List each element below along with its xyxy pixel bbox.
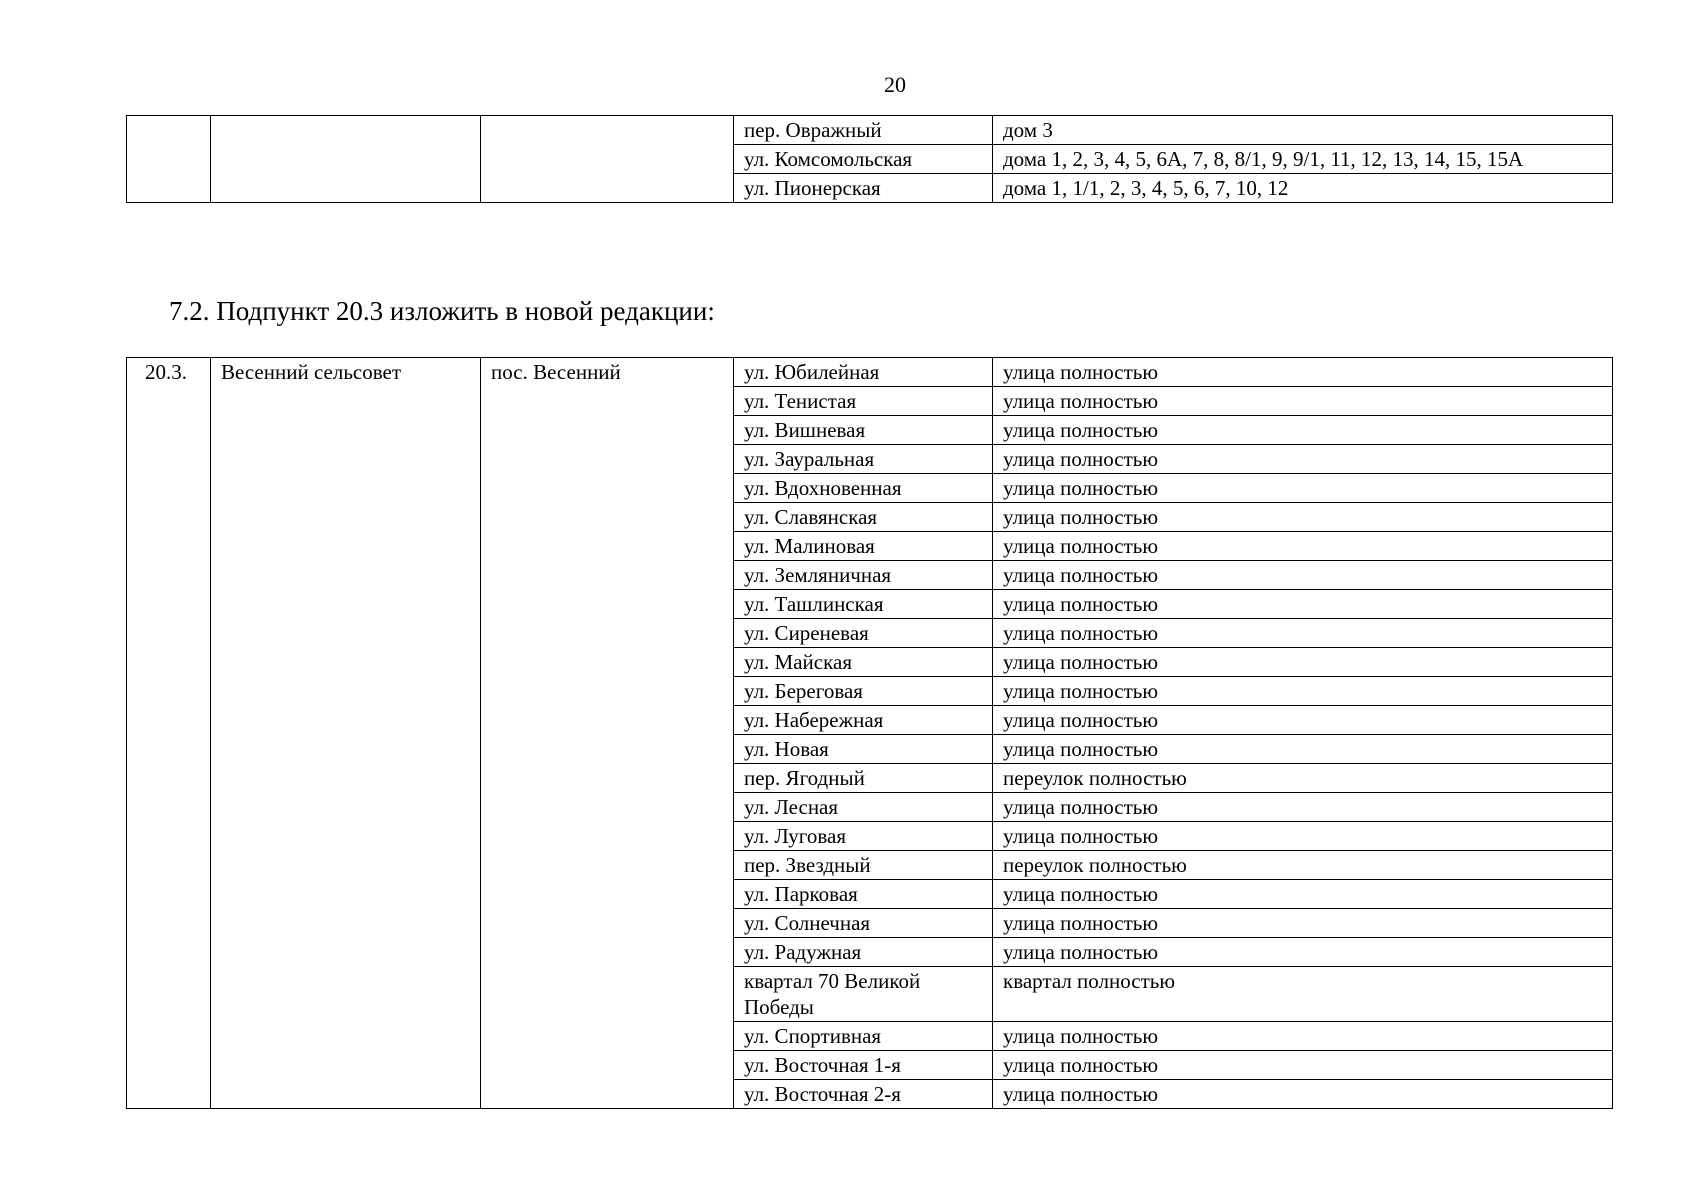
street-cell: ул. Майская: [734, 648, 993, 677]
houses-cell: дома 1, 2, 3, 4, 5, 6А, 7, 8, 8/1, 9, 9/1, 11, 12, 13, 14, 15, 15А: [993, 145, 1613, 174]
houses-cell: улица полностью: [993, 677, 1613, 706]
street-cell: ул. Радужная: [734, 938, 993, 967]
street-cell: ул. Зауральная: [734, 445, 993, 474]
street-cell: ул. Лесная: [734, 793, 993, 822]
page-number: 20: [884, 72, 906, 97]
street-cell: пер. Овражный: [734, 116, 993, 145]
houses-cell: улица полностью: [993, 735, 1613, 764]
street-cell: ул. Солнечная: [734, 909, 993, 938]
table-row: [127, 358, 1613, 387]
houses-cell: переулок полностью: [993, 764, 1613, 793]
houses-cell: улица полностью: [993, 445, 1613, 474]
houses-cell: улица полностью: [993, 619, 1613, 648]
houses-cell: улица полностью: [993, 1080, 1613, 1109]
street-cell: ул. Луговая: [734, 822, 993, 851]
houses-cell: улица полностью: [993, 590, 1613, 619]
table-row: [127, 116, 1613, 145]
number-cell: [127, 116, 211, 203]
houses-cell: улица полностью: [993, 648, 1613, 677]
houses-cell: улица полностью: [993, 938, 1613, 967]
street-cell: ул. Комсомольская: [734, 145, 993, 174]
houses-cell: улица полностью: [993, 880, 1613, 909]
street-cell: ул. Вишневая: [734, 416, 993, 445]
houses-cell: улица полностью: [993, 793, 1613, 822]
street-cell: ул. Малиновая: [734, 532, 993, 561]
street-cell: ул. Восточная 2-я: [734, 1080, 993, 1109]
houses-cell: улица полностью: [993, 706, 1613, 735]
council-cell: [211, 116, 481, 203]
houses-cell: улица полностью: [993, 503, 1613, 532]
street-cell: ул. Восточная 1-я: [734, 1051, 993, 1080]
top-table-body: [127, 116, 1613, 203]
main-table-body: [127, 358, 1613, 1109]
street-cell: ул. Парковая: [734, 880, 993, 909]
houses-cell: улица полностью: [993, 822, 1613, 851]
houses-cell: улица полностью: [993, 474, 1613, 503]
houses-cell: улица полностью: [993, 416, 1613, 445]
street-cell: ул. Юбилейная: [734, 358, 993, 387]
street-cell: ул. Береговая: [734, 677, 993, 706]
street-cell: ул. Тенистая: [734, 387, 993, 416]
amendment-text: 7.2. Подпункт 20.3 изложить в новой редакции:: [169, 296, 715, 326]
council-name: Весенний сельсовет: [211, 358, 481, 1109]
houses-cell: улица полностью: [993, 532, 1613, 561]
street-cell: ул. Набережная: [734, 706, 993, 735]
houses-cell: улица полностью: [993, 561, 1613, 590]
street-cell: квартал 70 Великой Победы: [734, 967, 993, 1022]
street-cell: ул. Земляничная: [734, 561, 993, 590]
address-table-20-3: [126, 357, 1613, 1109]
houses-cell: дома 1, 1/1, 2, 3, 4, 5, 6, 7, 10, 12: [993, 174, 1613, 203]
street-cell: ул. Славянская: [734, 503, 993, 532]
street-cell: ул. Новая: [734, 735, 993, 764]
houses-cell: улица полностью: [993, 1051, 1613, 1080]
houses-cell: улица полностью: [993, 358, 1613, 387]
street-cell: пер. Ягодный: [734, 764, 993, 793]
street-cell: ул. Вдохновенная: [734, 474, 993, 503]
houses-cell: переулок полностью: [993, 851, 1613, 880]
houses-cell: улица полностью: [993, 387, 1613, 416]
street-cell: ул. Сиреневая: [734, 619, 993, 648]
item-number: 20.3.: [127, 358, 211, 1109]
houses-cell: улица полностью: [993, 1022, 1613, 1051]
houses-cell: квартал полностью: [993, 967, 1613, 1022]
street-cell: ул. Ташлинская: [734, 590, 993, 619]
settlement-cell: [481, 116, 734, 203]
houses-cell: дом 3: [993, 116, 1613, 145]
houses-cell: улица полностью: [993, 909, 1613, 938]
street-cell: пер. Звездный: [734, 851, 993, 880]
street-cell: ул. Спортивная: [734, 1022, 993, 1051]
settlement-name: пос. Весенний: [481, 358, 734, 1109]
street-cell: ул. Пионерская: [734, 174, 993, 203]
address-table-continuation: [126, 115, 1613, 203]
